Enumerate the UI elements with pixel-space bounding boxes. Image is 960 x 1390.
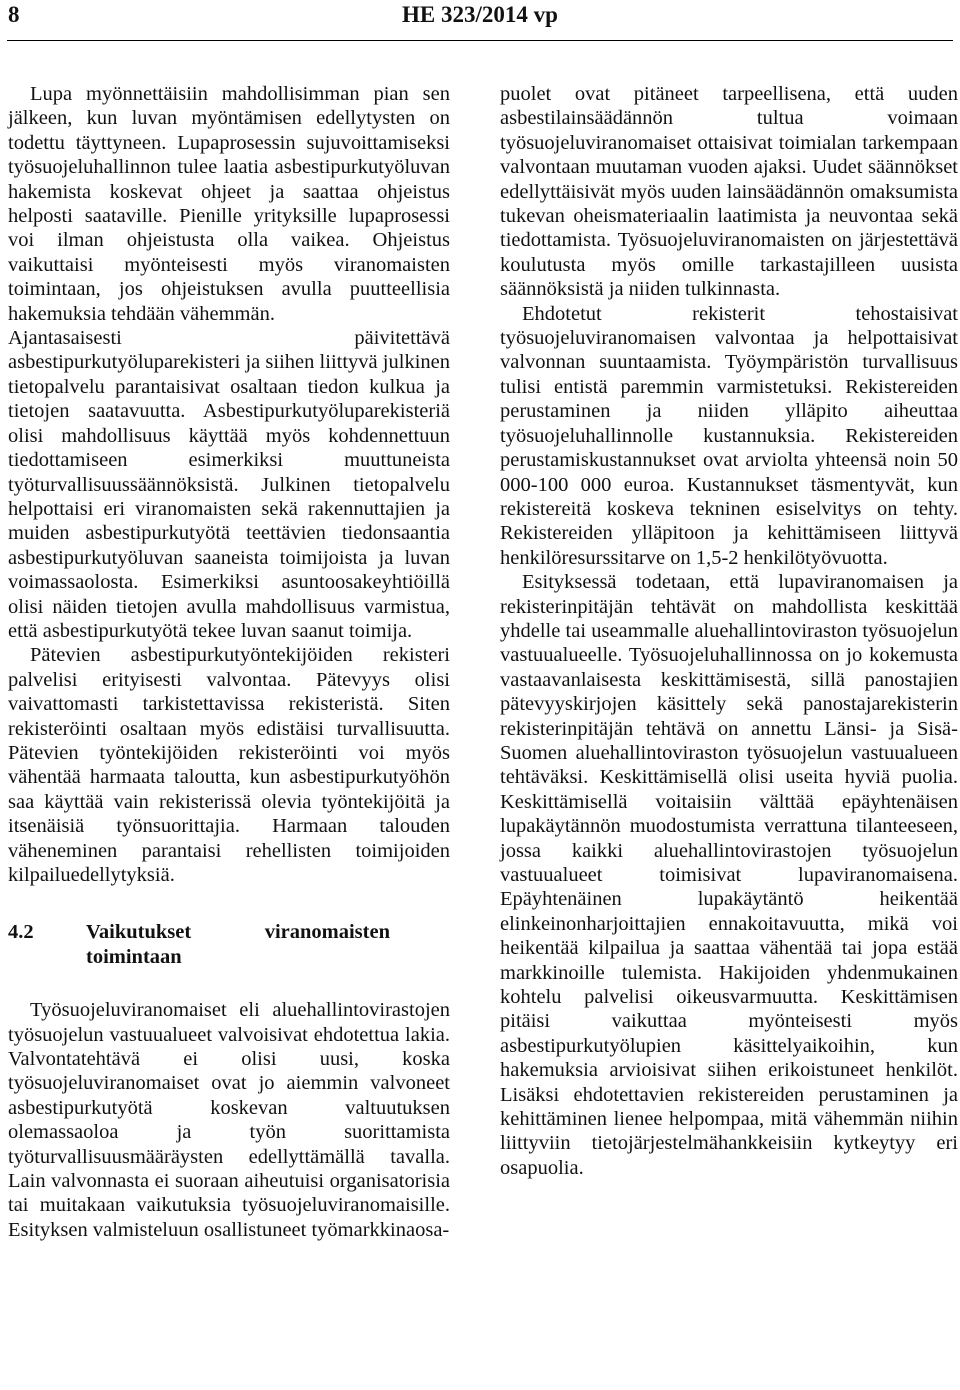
- section-heading: [8, 920, 450, 969]
- paragraph: Esityksessä todetaan, että lupaviranomaisen ja rekisterinpitäjän tehtävät on mahdollista keskittää yhdelle tai useammalle aluehallintoviraston työsuojelun vastuualueelle. Työsuojeluhallinnossa on jo kokemusta vastaavanlaisesta keskittämisestä, sillä panostajien pätevyyskirjojen käsittely sekä panostajarekisterin rekisterinpitäjän tehtävä on annettu Länsi- ja Sisä-Suomen aluehallintoviraston työsuojelun vastuualueen tehtäväksi. Keskittämisellä olisi useita hyviä puolia. Keskittämisellä voitaisiin välttää epäyhtenäisen lupakäytännön muodostumista verrattuna tilanteeseen, jossa kaikki aluehallintovirastojen työsuojelun vastuualueet toimisivat lupaviranomaisena. Epäyhtenäinen lupakäytäntö heikentää elinkeinonharjoittajien ennakoitavuutta, mikä voi heikentää kilpailua ja saattaa vähentää tai jopa estää markkinoille tulemista. Hakijoiden yhdenmukainen kohtelu palvelisi oikeusvarmuutta. Keskittämisen pitäisi vaikuttaa myönteisesti myös asbestipurkutyölupien käsittelyaikoihin, kun hakemuksia arvioisivat siihen erikoistuneet henkilöt. Lisäksi ehdotettavien rekistereiden perustaminen ja kehittäminen lienee helpompaa, mitä vähemmän niihin liittyviin tietojärjestelmähankkeisiin kytkeytyy eri osapuolia.: [500, 571, 958, 1179]
- paragraph: Ehdotetut rekisterit tehostaisivat työsuojeluviranomaisen valvontaa ja helpottaisivat valvonnan suuntaamista. Työympäristön turvallisuus tulisi entistä paremmin varmistetuksi. Rekistereiden perustaminen ja niiden ylläpito aiheuttaa työsuojeluhallinnolle kustannuksia. Rekistereiden perustamiskustannukset ovat arviolta yhteensä noin 50 000-100 000 euroa. Kustannukset täsmentyvät, kun rekistereitä koskeva tekninen esiselvitys on tehty. Rekistereiden ylläpitoon ja kehittämiseen liittyvä henkilöresurssitarve on 1,5-2 henkilötyövuotta.: [500, 302, 958, 569]
- paragraph: Työsuojeluviranomaiset eli aluehallintovirastojen työsuojelun vastuualueet valvoisivat ehdotettua lakia. Valvontatehtävä ei olisi uusi, koska työsuojeluviranomaiset ovat jo aiemmin valvoneet asbestipurkutyötä koskevan valtuutuksen olemassaoloa ja työn suorittamista työturvallisuusmääräysten edellyttämällä tavalla. Lain valvonnasta ei suoraan aiheutuisi organisatorisia tai muitakaan vaikutuksia työsuojeluviranomaisille. Esityksen valmisteluun osallistuneet työmarkkinaosa-: [8, 999, 450, 1241]
- document-id: HE 323/2014 vp: [402, 2, 558, 27]
- paragraph: Ajantasaisesti päivitettävä asbestipurkutyöluparekisteri ja siihen liittyvä julkinen tietopalvelu parantaisivat osaltaan tiedon kulkua ja tietojen saatavuutta. Asbestipurkutyöluparekisteriä olisi mahdollisuus käyttää myös kohdennettuun tiedottamiseen esimerkiksi muuttuneista työturvallisuussäännöksistä. Julkinen tietopalvelu helpottaisi eri viranomaisten sekä rakennuttajien ja muiden asbestipurkutyötä teettävien tiedonsaantia asbestipurkutyöluvan saaneista toimijoista ja luvan voimassaolosta. Esimerkiksi asuntoosakeyhtiöillä olisi näiden tietojen avulla mahdollisuus varmistua, että asbestipurkutyötä tekee luvan saanut toimija.: [8, 327, 450, 642]
- paragraph: puolet ovat pitäneet tarpeellisena, että uuden asbestilainsäädännön tultua voimaan työsuojeluviranomaiset ottaisivat toimialan tarkempaan valvontaan muutaman vuoden ajaksi. Uudet säännökset edellyttäisivät myös uuden lainsäädännön omaksumista tukevan oheismateriaalin laatimista ja neuvontaa sekä tiedottamista. Työsuojeluviranomaisten on järjestettävä koulutusta myös omille tarkastajilleen uusista säännöksistä ja niiden tulkinnasta.: [500, 83, 958, 301]
- page-number: 8: [8, 2, 20, 27]
- paragraph: Lupa myönnettäisiin mahdollisimman pian sen jälkeen, kun luvan myöntämisen edellytysten on todettu täyttyneen. Lupaprosessin sujuvoittamiseksi työsuojeluhallinnon tulee laatia asbestipurkutyöluvan hakemista koskevat ohjeet ja saattaa ohjeistus helposti saataville. Pienille yrityksille lupaprosessi voi ilman ohjeistusta olla vaikea. Ohjeistus vaikuttaisi myönteisesti myös viranomaisten toimintaan, jos ohjeistuksen avulla puutteellisia hakemuksia tehdään vähemmän.: [8, 83, 450, 325]
- section-title: Vaikutukset viranomaisten toimintaan: [86, 921, 390, 968]
- right-column: [500, 82, 958, 1180]
- paragraph: Pätevien asbestipurkutyöntekijöiden rekisteri palvelisi erityisesti valvontaa. Pätevyys olisi vaivattomasti tarkistettavissa rekisteristä. Siten rekisteröinti osaltaan myös edistäisi turvallisuutta. Pätevien työntekijöiden rekisteröinti voi myös vähentää harmaata taloutta, kun asbestipurkutyöhön saa käyttää vain rekisterissä olevia työntekijöitä ja itsenäisiä työnsuorittajia. Harmaan talouden väheneminen parantaisi rehellisten toimijoiden kilpailuedellytyksiä.: [8, 644, 450, 886]
- section-number: 4.2: [8, 921, 34, 944]
- left-column: [8, 82, 450, 1242]
- header-rule: [7, 40, 953, 41]
